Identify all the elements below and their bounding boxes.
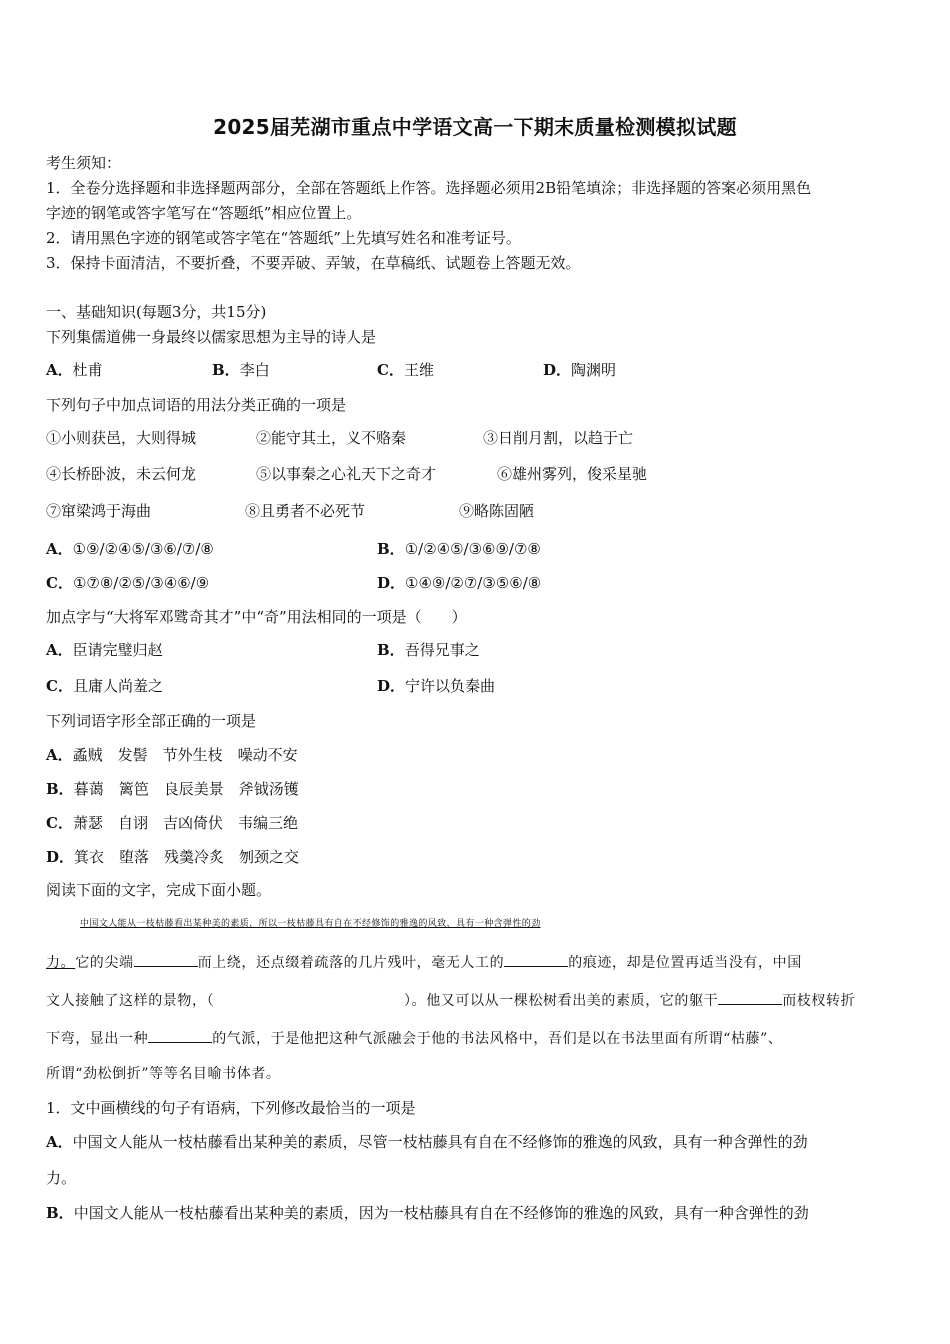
option-label: D． (543, 361, 572, 379)
q2-item: ①小则获邑，大则得城 (46, 429, 197, 447)
q3-option-b (377, 640, 480, 660)
question-stem-5: 1．文中画横线的句子有语病，下列修改最恰当的一项是 (46, 1099, 416, 1117)
q5-option-b (46, 1203, 809, 1223)
section-heading: 一、基础知识(每题3分，共15分) (46, 303, 267, 321)
q3-option-d (377, 676, 495, 696)
option-text: ①④⑨/②⑦/③⑤⑥/⑧ (405, 574, 542, 592)
option-label: B． (46, 1204, 74, 1222)
option-text: 陶渊明 (571, 361, 617, 379)
option-text: 吾得兄事之 (404, 641, 480, 659)
passage-text: 它的尖端 (75, 955, 134, 971)
question-stem-2: 下列句子中加点词语的用法分类正确的一项是 (46, 396, 347, 414)
question-stem-4: 下列词语字形全部正确的一项是 (46, 712, 257, 730)
passage-line (46, 952, 902, 973)
option-label: B． (377, 641, 405, 659)
q2-item: ②能守其土，义不赂秦 (256, 429, 407, 447)
passage-text: 所谓“劲松倒折”等等名目喻书体者。 (46, 1066, 281, 1082)
option-text: 箕衣 堕落 残羹冷炙 刎颈之交 (74, 848, 300, 866)
option-text: 宁许以负秦曲 (405, 677, 496, 695)
q4-option-d (46, 847, 299, 867)
q2-option-a (46, 539, 214, 559)
option-text: 王维 (403, 361, 434, 379)
passage-text: 的气派，于是他把这种气派融会于他的书法风格中，吾们是以在书法里面有所谓“枯藤”、 (212, 1031, 783, 1047)
option-label: C． (46, 677, 73, 695)
notice-heading: 考生须知： (46, 154, 122, 172)
q2-item: ⑥雄州雾列，俊采星驰 (497, 465, 648, 483)
option-label: C． (377, 361, 404, 379)
option-label: B． (46, 780, 74, 798)
option-text: 中国文人能从一枝枯藤看出某种美的素质，尽管一枝枯藤具有自在不经修饰的雅逸的风致，具有一种含弹性的劲 (72, 1133, 808, 1151)
q2-item: ⑤以事秦之心礼天下之奇才 (256, 465, 437, 483)
passage-text: 的痕迹，却是位置再适当没有，中国 (568, 955, 802, 971)
option-text: 中国文人能从一枝枯藤看出某种美的素质，因为一枝枯藤具有自在不经修饰的雅逸的风致，具有一种含弹性的劲 (73, 1204, 809, 1222)
option-label: C． (46, 574, 73, 592)
passage-text: 而枝杈转折 (782, 993, 856, 1009)
q2-item: ⑨略陈固陋 (459, 502, 535, 520)
passage-line (46, 1028, 902, 1049)
notice-item: 2．请用黑色字迹的钢笔或答字笔在“答题纸”上先填写姓名和准考证号。 (46, 229, 521, 247)
passage-text: 下弯，显出一种 (46, 1031, 149, 1047)
passage-line (46, 990, 902, 1011)
option-text: 蟊贼 发髻 节外生枝 噪动不安 (72, 746, 298, 764)
option-label: D． (377, 677, 406, 695)
q3-option-c (46, 676, 163, 696)
q2-item: ④长桥卧波，未云何龙 (46, 465, 197, 483)
fill-blank (504, 952, 568, 967)
passage-line (80, 914, 936, 934)
passage-text: 而上绕，还点缀着疏落的几片残叶，毫无人工的 (197, 955, 505, 971)
passage-text: 文人接触了这样的景物，（ ）。他又可以从一棵松树看出美的素质，它的躯干 (46, 993, 719, 1009)
q1-option-c (377, 360, 434, 380)
q2-item: ③日削月割，以趋于亡 (483, 429, 634, 447)
option-text: 且庸人尚羞之 (72, 677, 163, 695)
option-label: A． (46, 746, 73, 764)
q2-option-d (377, 573, 541, 593)
option-label: B． (212, 361, 240, 379)
question-stem-3: 加点字与“大将军邓骘奇其才”中“奇”用法相同的一项是（ ） (46, 608, 467, 626)
page-title: 2025届芜湖市重点中学语文高一下期末质量检测模拟试题 (213, 115, 737, 139)
notice-item: 3．保持卡面清洁，不要折叠，不要弄破、弄皱，在草稿纸、试题卷上答题无效。 (46, 254, 581, 272)
passage-line (46, 1064, 902, 1084)
q2-option-c (46, 573, 209, 593)
option-text: ①⑨/②④⑤/③⑥/⑦/⑧ (72, 540, 214, 558)
option-label: B． (377, 540, 405, 558)
option-text: 萧瑟 自诩 吉凶倚伏 韦编三绝 (72, 814, 298, 832)
q2-option-b (377, 539, 541, 559)
option-label: D． (46, 848, 75, 866)
q1-option-b (212, 360, 270, 380)
q4-option-a (46, 745, 298, 765)
option-text: ①/②④⑤/③⑥⑨/⑦⑧ (404, 540, 541, 558)
q1-option-d (543, 360, 616, 380)
option-text: 杜甫 (72, 361, 103, 379)
underlined-sentence: 中国文人能从一枝枯藤看出某种美的素质，所以一枝枯藤具有自在不经修饰的雅逸的风致，具有一种含弹性的劲 (80, 919, 541, 929)
option-text: 李白 (239, 361, 270, 379)
fill-blank (134, 952, 198, 967)
option-label: A． (46, 540, 73, 558)
option-label: C． (46, 814, 73, 832)
fill-blank (718, 990, 782, 1005)
q4-option-b (46, 779, 299, 799)
notice-item: 字迹的钢笔或答字笔写在“答题纸”相应位置上。 (46, 204, 362, 222)
notice-item: 1．全卷分选择题和非选择题两部分，全部在答题纸上作答。选择题必须用2B铅笔填涂；非选择题的答案必须用黑色 (46, 179, 812, 197)
q5-option-a-cont: 力。 (46, 1169, 77, 1187)
question-stem-1: 下列集儒道佛一身最终以儒家思想为主导的诗人是 (46, 328, 377, 346)
reading-intro: 阅读下面的文字，完成下面小题。 (46, 881, 272, 899)
option-text: 臣请完璧归赵 (72, 641, 163, 659)
option-label: A． (46, 1133, 73, 1151)
q2-item: ⑦窜梁鸿于海曲 (46, 502, 152, 520)
option-text: 暮蔼 篱笆 良辰美景 斧钺汤镬 (73, 780, 299, 798)
underlined-sentence-end: 力。 (46, 955, 76, 971)
q5-option-a (46, 1132, 808, 1152)
option-text: ①⑦⑧/②⑤/③④⑥/⑨ (72, 574, 210, 592)
option-label: A． (46, 641, 73, 659)
option-label: D． (377, 574, 406, 592)
q1-option-a (46, 360, 103, 380)
q4-option-c (46, 813, 298, 833)
q2-item: ⑧且勇者不必死节 (245, 502, 366, 520)
option-label: A． (46, 361, 73, 379)
fill-blank (148, 1028, 212, 1043)
q3-option-a (46, 640, 163, 660)
